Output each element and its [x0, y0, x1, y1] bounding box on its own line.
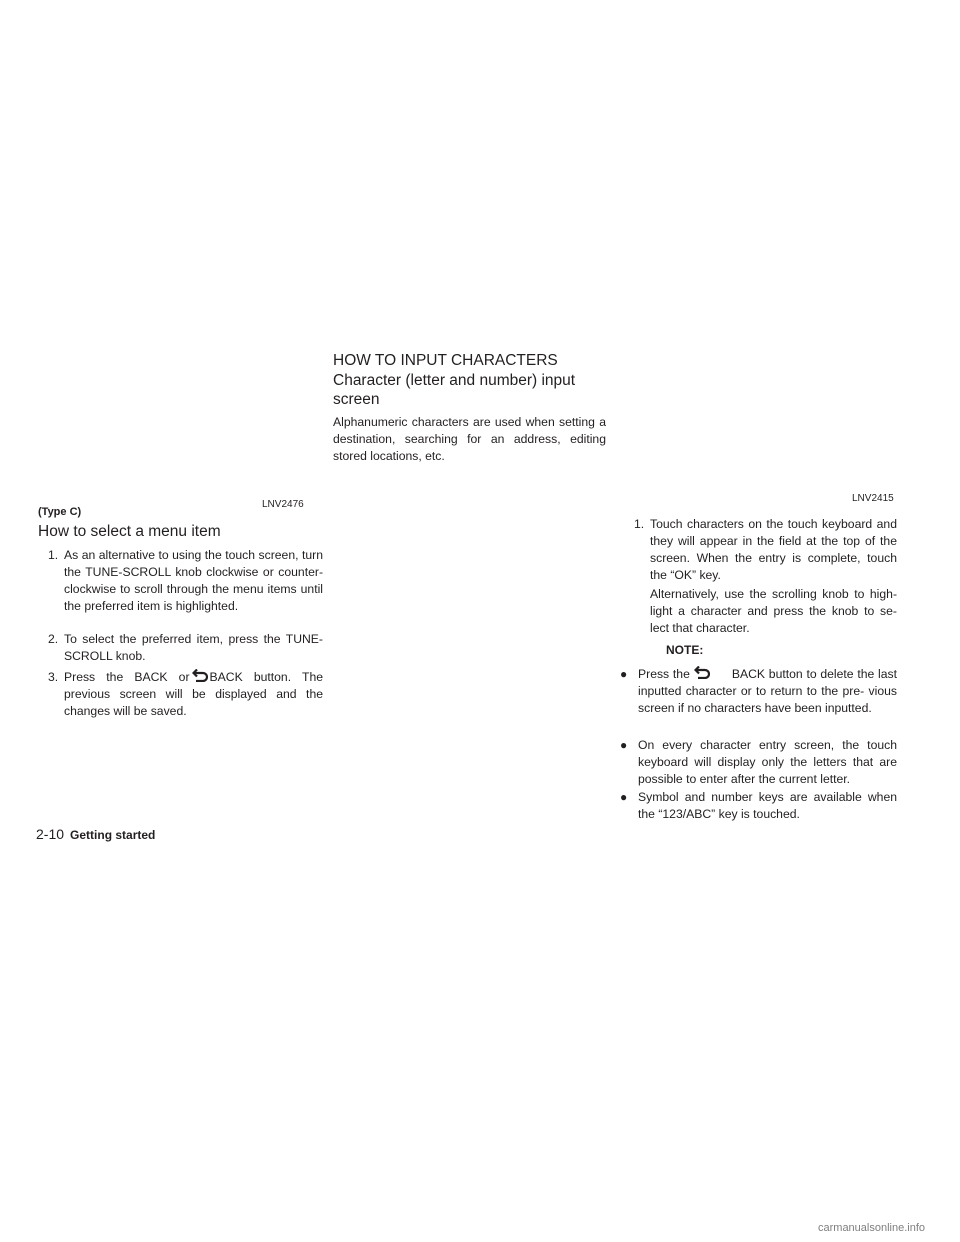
- list-item: ● Symbol and number keys are available when the “123/ABC” key is touched.: [620, 790, 897, 821]
- subsection-heading-input-screen: Character (letter and number) input screen: [333, 372, 576, 408]
- back-arrow-icon: [192, 669, 208, 682]
- image-type-label: (Type C): [38, 506, 82, 518]
- list-item: 1. Touch characters on the touch keyboard and they will appear in the field at the top of the screen. When the entry is complete, touch the “OK” key.: [634, 517, 897, 582]
- watermark: carmanualsonline.info: [818, 1222, 926, 1234]
- list-item: 1. As an alternative to using the touch screen, turn the TUNE-SCROLL knob clockwise or counter-clockwise to scroll through the menu items until the preferred item is highlighted.: [48, 548, 323, 613]
- page-title: HOW TO INPUT CHARACTERS: [333, 352, 558, 369]
- page-footer: [36, 826, 155, 844]
- image-code-left: LNV2476: [262, 499, 304, 510]
- note-heading: NOTE:: [666, 643, 704, 657]
- list-item: 2. To select the preferred item, press the TUNE-SCROLL knob.: [48, 632, 323, 663]
- page-number: 2-10: [36, 826, 65, 842]
- list-item: ● On every character entry screen, the touch keyboard will display only the letters that are possible to enter after the current letter.: [620, 738, 897, 786]
- section-heading-select-menu: How to select a menu item: [38, 523, 221, 540]
- image-code-right: LNV2415: [852, 493, 894, 504]
- step-alternative: Alternatively, use the scrolling knob to high- light a character and press the knob to se- lect that character.: [650, 587, 897, 635]
- back-arrow-icon: [694, 666, 710, 679]
- intro-paragraph: Alphanumeric characters are used when setting a destination, searching for an address, editing stored locations, etc.: [333, 415, 606, 463]
- list-item: ● Press the BACK button to delete the last inputted character or to return to the pre- vious screen if no characters have been inputted.: [620, 667, 897, 715]
- section-title: Getting started: [70, 828, 156, 842]
- list-item: 3. Press the BACK or BACK button. The previous screen will be displayed and the changes will be saved.: [48, 670, 324, 718]
